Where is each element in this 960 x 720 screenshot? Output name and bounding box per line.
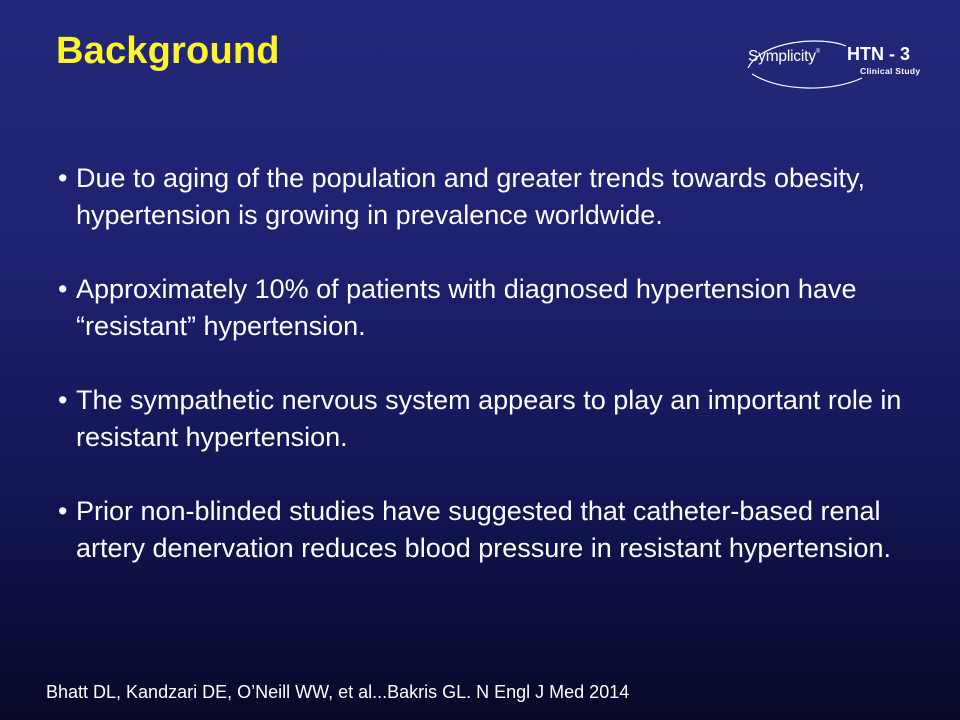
bullet-icon: • [58, 274, 68, 304]
bullet-item: • Prior non-blinded studies have suggested that catheter-based renal artery denervation reduces blood pressure in resistant hypertension. [58, 493, 908, 567]
bullet-icon: • [58, 385, 68, 415]
bullet-list [58, 160, 908, 604]
bullet-icon: • [58, 163, 68, 193]
slide-title: Background [56, 30, 280, 72]
bullet-icon: • [58, 496, 68, 526]
symplicity-htn3-logo [748, 44, 938, 104]
bullet-item: • Due to aging of the population and greater trends towards obesity, hypertension is growing in prevalence worldwide. [58, 160, 908, 234]
bullet-item: • Approximately 10% of patients with diagnosed hypertension have “resistant” hypertension. [58, 271, 908, 345]
logo-brand: Symplicity® [748, 48, 820, 65]
citation: Bhatt DL, Kandzari DE, O’Neill WW, et al...Bakris GL. N Engl J Med 2014 [46, 682, 630, 702]
logo-subtitle: Clinical Study [860, 66, 921, 76]
bullet-item: • The sympathetic nervous system appears to play an important role in resistant hypertension. [58, 382, 908, 456]
logo-study-name: HTN - 3 [847, 44, 910, 64]
